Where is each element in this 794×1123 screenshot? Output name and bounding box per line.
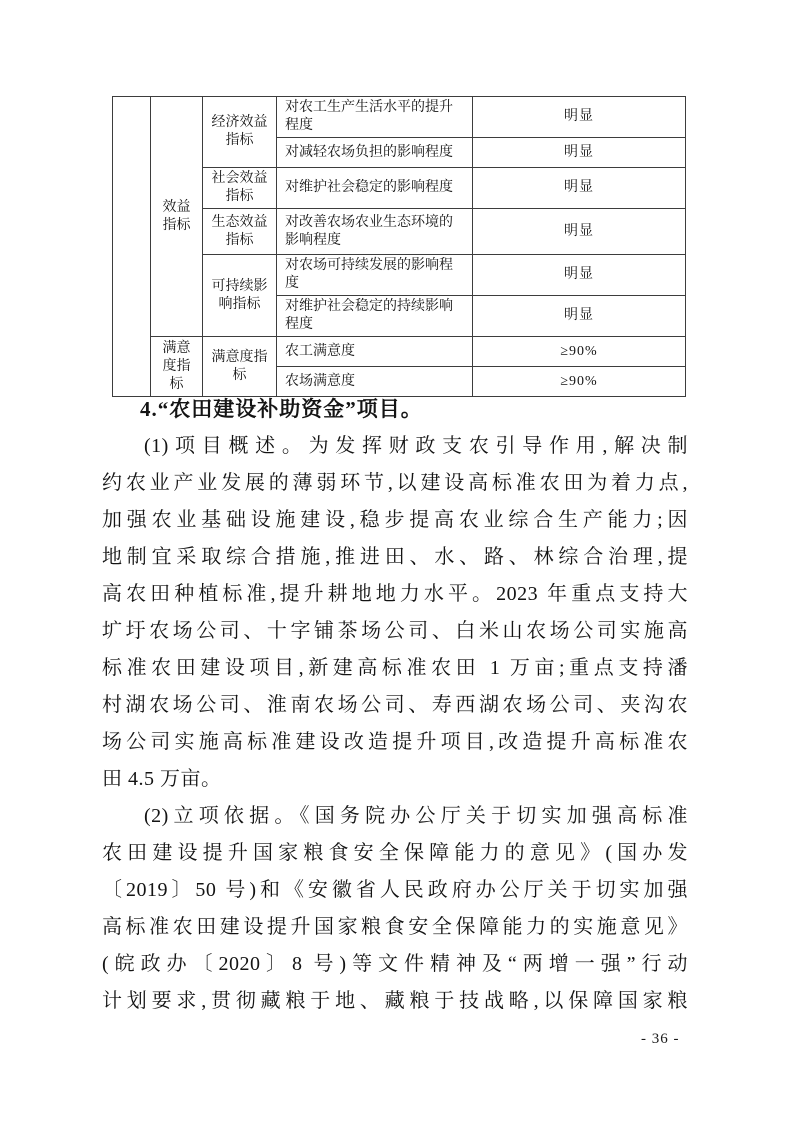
- category-benefit-cell: 效益指标: [151, 97, 203, 337]
- sub-sustainable-cell: 可持续影响指标: [203, 255, 277, 337]
- paragraph-line: 标准农田建设项目,新建高标准农田 1 万亩;重点支持潘: [102, 657, 688, 679]
- paragraph-line: 地制宜采取综合措施,推进田、水、路、林综合治理,提: [102, 546, 688, 568]
- value-cell: ≥90%: [473, 367, 686, 397]
- indicator-cell: 对农工生产生活水平的提升程度: [277, 97, 473, 138]
- value-cell: ≥90%: [473, 337, 686, 367]
- value-cell: 明显: [473, 97, 686, 138]
- indicator-cell: 对农场可持续发展的影响程度: [277, 255, 473, 296]
- page-number: - 36 -: [641, 1031, 680, 1047]
- body-text: [102, 390, 688, 1020]
- value-cell: 明显: [473, 168, 686, 209]
- value-cell: 明显: [473, 209, 686, 255]
- indicator-cell: 对改善农场农业生态环境的影响程度: [277, 209, 473, 255]
- paragraph-line: 约农业产业发展的薄弱环节,以建设高标准农田为着力点,: [102, 472, 688, 494]
- value-cell: 明显: [473, 296, 686, 337]
- paragraph-line: 圹圩农场公司、十字铺茶场公司、白米山农场公司实施高: [102, 620, 688, 642]
- indicator-table: [112, 96, 686, 397]
- paragraph-line: 高标准农田建设提升国家粮食安全保障能力的实施意见》: [102, 916, 688, 938]
- value-cell: 明显: [473, 138, 686, 168]
- indicator-cell: 对维护社会稳定的持续影响程度: [277, 296, 473, 337]
- category-satisfaction-cell: 满意度指标: [151, 337, 203, 397]
- sub-ecological-cell: 生态效益指标: [203, 209, 277, 255]
- paragraph-line: 计划要求,贯彻藏粮于地、藏粮于技战略,以保障国家粮: [102, 990, 688, 1012]
- indicator-cell: 农场满意度: [277, 367, 473, 397]
- indicator-cell: 对维护社会稳定的影响程度: [277, 168, 473, 209]
- paragraph-line: 加强农业基础设施建设,稳步提高农业综合生产能力;因: [102, 509, 688, 531]
- section-heading: 4.“农田建设补助资金”项目。: [140, 397, 423, 421]
- sub-satisfaction-cell: 满意度指标: [203, 337, 277, 397]
- table-row: [113, 97, 686, 138]
- paragraph-line: 〔2019〕50 号)和《安徽省人民政府办公厅关于切实加强: [102, 879, 688, 901]
- paragraph-line: 场公司实施高标准建设改造提升项目,改造提升高标准农: [102, 731, 688, 753]
- indicator-cell: 农工满意度: [277, 337, 473, 367]
- paragraph-line: 田 4.5 万亩。: [102, 768, 222, 790]
- sub-social-cell: 社会效益指标: [203, 168, 277, 209]
- paragraph-line: (1)项目概述。为发挥财政支农引导作用,解决制: [144, 435, 688, 457]
- empty-spanner-cell: [113, 97, 151, 397]
- value-cell: 明显: [473, 255, 686, 296]
- paragraph-line: 高农田种植标准,提升耕地地力水平。2023 年重点支持大: [102, 583, 688, 605]
- table-row: [113, 337, 686, 367]
- sub-economic-cell: 经济效益指标: [203, 97, 277, 168]
- paragraph-line: 农田建设提升国家粮食安全保障能力的意见》(国办发: [102, 842, 688, 864]
- paragraph-line: (2)立项依据。《国务院办公厅关于切实加强高标准: [144, 805, 688, 827]
- paragraph-line: (皖政办〔2020〕8 号)等文件精神及“两增一强”行动: [102, 953, 688, 975]
- paragraph-line: 村湖农场公司、淮南农场公司、寿西湖农场公司、夹沟农: [102, 694, 688, 716]
- indicator-cell: 对减轻农场负担的影响程度: [277, 138, 473, 168]
